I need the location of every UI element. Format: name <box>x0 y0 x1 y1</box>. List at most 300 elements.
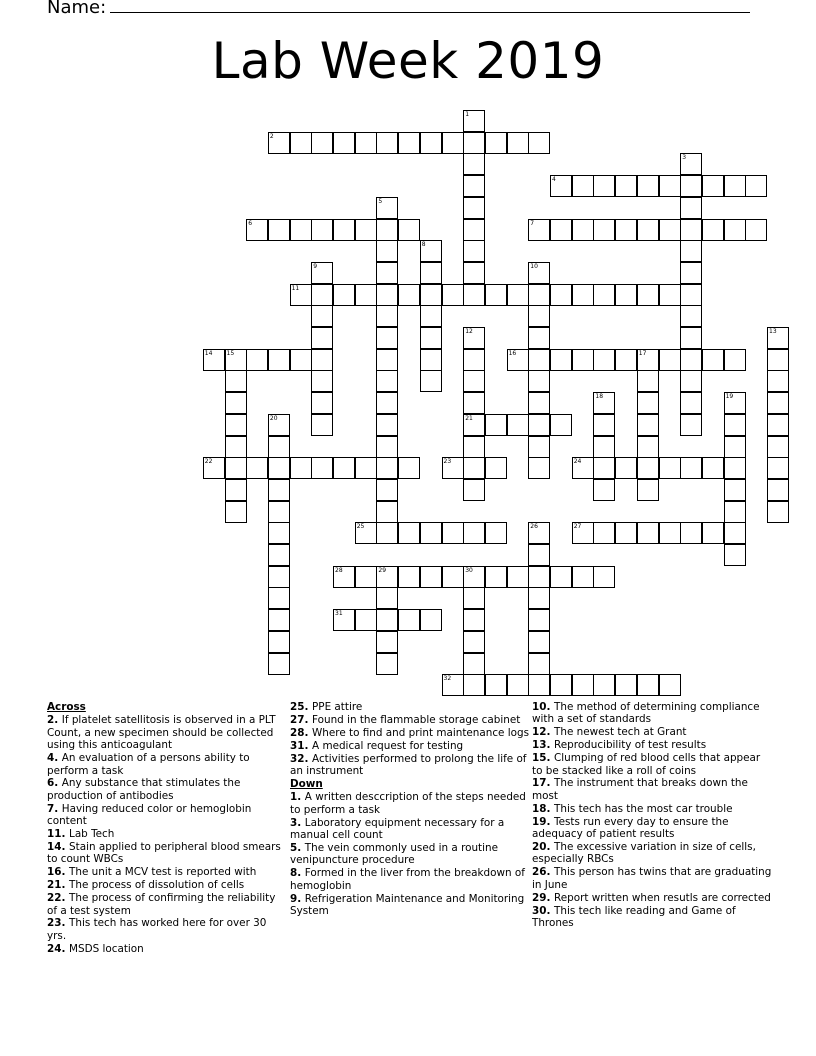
crossword-cell[interactable] <box>246 219 268 241</box>
crossword-cell[interactable] <box>572 457 594 479</box>
crossword-cell[interactable] <box>593 522 615 544</box>
crossword-cell[interactable] <box>528 262 550 284</box>
crossword-cell[interactable] <box>593 436 615 458</box>
crossword-cell[interactable] <box>637 436 659 458</box>
crossword-cell[interactable] <box>463 132 485 154</box>
crossword-cell[interactable] <box>659 349 681 371</box>
crossword-cell[interactable] <box>724 436 746 458</box>
crossword-cell[interactable] <box>572 522 594 544</box>
crossword-cell[interactable] <box>637 522 659 544</box>
crossword-cell[interactable] <box>268 653 290 675</box>
crossword-cell[interactable] <box>572 219 594 241</box>
crossword-cell[interactable] <box>767 457 789 479</box>
crossword-cell[interactable] <box>268 609 290 631</box>
crossword-cell[interactable] <box>463 349 485 371</box>
crossword-cell[interactable] <box>420 240 442 262</box>
crossword-cell[interactable] <box>680 153 702 175</box>
crossword-cell[interactable] <box>442 132 464 154</box>
crossword-cell[interactable] <box>463 327 485 349</box>
crossword-cell[interactable] <box>680 414 702 436</box>
crossword-cell[interactable] <box>724 522 746 544</box>
crossword-cell[interactable] <box>637 392 659 414</box>
clue-item <box>47 892 287 917</box>
crossword-cell[interactable] <box>463 674 485 696</box>
crossword-cell[interactable] <box>463 153 485 175</box>
clue-number: 3 <box>682 154 687 162</box>
clue-column-3 <box>532 701 772 930</box>
crossword-cell[interactable] <box>333 284 355 306</box>
crossword-cell[interactable] <box>593 349 615 371</box>
clue-item <box>47 752 287 777</box>
crossword-cell[interactable] <box>333 132 355 154</box>
crossword-cell[interactable] <box>442 674 464 696</box>
crossword-cell[interactable] <box>593 175 615 197</box>
crossword-cell[interactable] <box>528 522 550 544</box>
crossword-cell[interactable] <box>680 327 702 349</box>
clue-number-label: 16. <box>47 866 70 879</box>
crossword-cell[interactable] <box>528 219 550 241</box>
crossword-cell[interactable] <box>593 674 615 696</box>
crossword-cell[interactable] <box>485 674 507 696</box>
clue-text: The newest tech at Grant <box>554 726 687 739</box>
crossword-cell[interactable] <box>376 501 398 523</box>
crossword-cell[interactable] <box>507 674 529 696</box>
crossword-cell[interactable] <box>333 219 355 241</box>
crossword-cell[interactable] <box>376 522 398 544</box>
crossword-cell[interactable] <box>355 457 377 479</box>
crossword-cell[interactable] <box>355 609 377 631</box>
clue-number: 4 <box>552 176 556 184</box>
crossword-cell[interactable] <box>398 132 420 154</box>
crossword-cell[interactable] <box>615 219 637 241</box>
crossword-cell[interactable] <box>333 609 355 631</box>
clue-text: Lab Tech <box>69 828 115 841</box>
crossword-cell[interactable] <box>376 479 398 501</box>
clue-number-label: 30. <box>532 904 555 917</box>
crossword-cell[interactable] <box>550 674 572 696</box>
clue-text: The process of dissolution of cells <box>69 879 245 892</box>
crossword-cell[interactable] <box>268 349 290 371</box>
crossword-cell[interactable] <box>593 566 615 588</box>
crossword-cell[interactable] <box>268 501 290 523</box>
crossword-cell[interactable] <box>507 284 529 306</box>
crossword-cell[interactable] <box>507 566 529 588</box>
crossword-cell[interactable] <box>637 219 659 241</box>
crossword-cell[interactable] <box>659 674 681 696</box>
crossword-cell[interactable] <box>637 479 659 501</box>
crossword-cell[interactable] <box>311 457 333 479</box>
crossword-cell[interactable] <box>680 305 702 327</box>
clue-text: The method of determining compliance with a set of standards <box>532 701 760 726</box>
crossword-cell[interactable] <box>485 132 507 154</box>
crossword-cell[interactable] <box>463 175 485 197</box>
crossword-cell[interactable] <box>290 132 312 154</box>
crossword-cell[interactable] <box>225 349 247 371</box>
clue-number-label: 10. <box>532 701 555 713</box>
crossword-cell[interactable] <box>463 414 485 436</box>
crossword-cell[interactable] <box>767 370 789 392</box>
crossword-cell[interactable] <box>615 674 637 696</box>
crossword-cell[interactable] <box>637 370 659 392</box>
crossword-cell[interactable] <box>680 219 702 241</box>
crossword-cell[interactable] <box>637 674 659 696</box>
crossword-cell[interactable] <box>550 175 572 197</box>
crossword-cell[interactable] <box>311 414 333 436</box>
crossword-cell[interactable] <box>376 349 398 371</box>
crossword-cell[interactable] <box>376 631 398 653</box>
crossword-cell[interactable] <box>225 479 247 501</box>
crossword-cell[interactable] <box>572 175 594 197</box>
clue-number: 31 <box>335 610 343 618</box>
crossword-cell[interactable] <box>767 392 789 414</box>
crossword-cell[interactable] <box>550 349 572 371</box>
crossword-cell[interactable] <box>420 370 442 392</box>
crossword-cell[interactable] <box>355 219 377 241</box>
crossword-cell[interactable] <box>420 284 442 306</box>
crossword-cell[interactable] <box>767 436 789 458</box>
crossword-cell[interactable] <box>268 414 290 436</box>
crossword-cell[interactable] <box>702 349 724 371</box>
crossword-cell[interactable] <box>376 327 398 349</box>
crossword-cell[interactable] <box>550 566 572 588</box>
clue-item <box>290 701 530 713</box>
crossword-cell[interactable] <box>311 370 333 392</box>
crossword-cell[interactable] <box>615 522 637 544</box>
crossword-cell[interactable] <box>463 631 485 653</box>
crossword-cell[interactable] <box>268 219 290 241</box>
crossword-cell[interactable] <box>442 284 464 306</box>
crossword-cell[interactable] <box>398 457 420 479</box>
crossword-cell[interactable] <box>615 457 637 479</box>
crossword-cell[interactable] <box>268 566 290 588</box>
crossword-cell[interactable] <box>463 479 485 501</box>
crossword-cell[interactable] <box>637 414 659 436</box>
crossword-cell[interactable] <box>463 370 485 392</box>
crossword-cell[interactable] <box>268 587 290 609</box>
crossword-cell[interactable] <box>659 219 681 241</box>
crossword-cell[interactable] <box>659 457 681 479</box>
crossword-cell[interactable] <box>463 392 485 414</box>
crossword-cell[interactable] <box>311 284 333 306</box>
crossword-cell[interactable] <box>311 349 333 371</box>
clue-item <box>47 943 287 955</box>
crossword-cell[interactable] <box>290 219 312 241</box>
crossword-cell[interactable] <box>485 457 507 479</box>
crossword-cell[interactable] <box>376 566 398 588</box>
crossword-cell[interactable] <box>442 566 464 588</box>
crossword-cell[interactable] <box>680 392 702 414</box>
crossword-cell[interactable] <box>528 349 550 371</box>
crossword-cell[interactable] <box>680 457 702 479</box>
crossword-cell[interactable] <box>268 522 290 544</box>
crossword-cell[interactable] <box>398 566 420 588</box>
crossword-cell[interactable] <box>528 674 550 696</box>
crossword-cell[interactable] <box>485 566 507 588</box>
crossword-cell[interactable] <box>572 674 594 696</box>
crossword-cell[interactable] <box>659 522 681 544</box>
crossword-cell[interactable] <box>355 522 377 544</box>
clue-text: Stain applied to peripheral blood smears to count WBCs <box>47 840 281 866</box>
crossword-cell[interactable] <box>420 305 442 327</box>
crossword-cell[interactable] <box>376 219 398 241</box>
crossword-cell[interactable] <box>572 284 594 306</box>
crossword-cell[interactable] <box>528 132 550 154</box>
crossword-cell[interactable] <box>528 370 550 392</box>
crossword-cell[interactable] <box>724 457 746 479</box>
clue-number: 30 <box>465 566 473 574</box>
crossword-cell[interactable] <box>659 284 681 306</box>
crossword-cell[interactable] <box>203 457 225 479</box>
crossword-cell[interactable] <box>268 631 290 653</box>
crossword-cell[interactable] <box>528 609 550 631</box>
crossword-cell[interactable] <box>225 392 247 414</box>
crossword-cell[interactable] <box>463 457 485 479</box>
crossword-cell[interactable] <box>593 414 615 436</box>
crossword-cell[interactable] <box>463 262 485 284</box>
crossword-cell[interactable] <box>268 479 290 501</box>
crossword-cell[interactable] <box>290 284 312 306</box>
crossword-cell[interactable] <box>767 479 789 501</box>
clue-item <box>532 816 772 841</box>
clue-item <box>290 714 530 726</box>
crossword-cell[interactable] <box>528 457 550 479</box>
crossword-cell[interactable] <box>528 631 550 653</box>
crossword-cell[interactable] <box>507 349 529 371</box>
name-label: Name: <box>47 0 107 18</box>
crossword-cell[interactable] <box>463 522 485 544</box>
crossword-cell[interactable] <box>463 609 485 631</box>
crossword-cell[interactable] <box>702 219 724 241</box>
crossword-cell[interactable] <box>268 544 290 566</box>
clue-number: 19 <box>725 393 734 401</box>
crossword-cell[interactable] <box>333 566 355 588</box>
crossword-cell[interactable] <box>420 609 442 631</box>
crossword-cell[interactable] <box>355 284 377 306</box>
clue-item <box>290 867 530 892</box>
crossword-cell[interactable] <box>528 544 550 566</box>
crossword-cell[interactable] <box>528 414 550 436</box>
crossword-cell[interactable] <box>463 587 485 609</box>
crossword-cell[interactable] <box>355 132 377 154</box>
crossword-cell[interactable] <box>225 370 247 392</box>
crossword-cell[interactable] <box>311 262 333 284</box>
crossword-cell[interactable] <box>420 132 442 154</box>
clue-text: Any substance that stimulates the production of antibodies <box>47 777 241 802</box>
crossword-cell[interactable] <box>724 392 746 414</box>
crossword-cell[interactable] <box>680 240 702 262</box>
crossword-cell[interactable] <box>528 305 550 327</box>
crossword-cell[interactable] <box>398 284 420 306</box>
crossword-cell[interactable] <box>376 414 398 436</box>
crossword-cell[interactable] <box>376 587 398 609</box>
clue-item <box>532 905 772 930</box>
crossword-cell[interactable] <box>745 219 767 241</box>
crossword-cell[interactable] <box>593 457 615 479</box>
crossword-cell[interactable] <box>593 284 615 306</box>
crossword-cell[interactable] <box>724 175 746 197</box>
crossword-cell[interactable] <box>376 240 398 262</box>
clue-column-1 <box>47 701 287 956</box>
crossword-cell[interactable] <box>680 262 702 284</box>
crossword-cell[interactable] <box>311 392 333 414</box>
clue-item <box>532 866 772 891</box>
clue-item <box>532 803 772 815</box>
crossword-cell[interactable] <box>442 457 464 479</box>
crossword-cell[interactable] <box>420 262 442 284</box>
crossword-cell[interactable] <box>528 392 550 414</box>
crossword-cell[interactable] <box>615 175 637 197</box>
crossword-cell[interactable] <box>376 653 398 675</box>
crossword-cell[interactable] <box>311 132 333 154</box>
clue-item <box>532 752 772 777</box>
clue-number-label: 12. <box>532 726 555 739</box>
crossword-cell[interactable] <box>398 219 420 241</box>
clue-number-label: 29. <box>532 891 555 904</box>
crossword-cell[interactable] <box>680 349 702 371</box>
crossword-cell[interactable] <box>225 501 247 523</box>
crossword-cell[interactable] <box>463 566 485 588</box>
crossword-cell[interactable] <box>376 436 398 458</box>
crossword-cell[interactable] <box>724 219 746 241</box>
crossword-cell[interactable] <box>376 457 398 479</box>
crossword-cell[interactable] <box>420 566 442 588</box>
crossword-cell[interactable] <box>398 609 420 631</box>
crossword-cell[interactable] <box>572 566 594 588</box>
crossword-cell[interactable] <box>485 522 507 544</box>
crossword-cell[interactable] <box>680 370 702 392</box>
crossword-cell[interactable] <box>593 219 615 241</box>
crossword-cell[interactable] <box>637 175 659 197</box>
crossword-cell[interactable] <box>528 566 550 588</box>
crossword-cell[interactable] <box>528 284 550 306</box>
crossword-cell[interactable] <box>702 522 724 544</box>
crossword-cell[interactable] <box>376 609 398 631</box>
crossword-cell[interactable] <box>463 436 485 458</box>
clue-text: This tech like reading and Game of Thrones <box>532 904 736 929</box>
clue-item <box>47 803 287 828</box>
crossword-cell[interactable] <box>311 327 333 349</box>
crossword-cell[interactable] <box>463 653 485 675</box>
crossword-cell[interactable] <box>376 262 398 284</box>
clue-number: 11 <box>291 284 300 292</box>
crossword-cell[interactable] <box>593 479 615 501</box>
crossword-cell[interactable] <box>311 305 333 327</box>
crossword-cell[interactable] <box>528 327 550 349</box>
crossword-cell[interactable] <box>376 284 398 306</box>
crossword-cell[interactable] <box>225 457 247 479</box>
crossword-cell[interactable] <box>637 284 659 306</box>
crossword-cell[interactable] <box>485 414 507 436</box>
clue-number: 28 <box>335 566 343 574</box>
crossword-cell[interactable] <box>463 219 485 241</box>
crossword-cell[interactable] <box>637 457 659 479</box>
crossword-cell[interactable] <box>463 240 485 262</box>
clue-text: Having reduced color or hemoglobin content <box>47 802 252 828</box>
crossword-cell[interactable] <box>724 544 746 566</box>
crossword-cell[interactable] <box>355 566 377 588</box>
crossword-cell[interactable] <box>550 219 572 241</box>
crossword-cell[interactable] <box>507 132 529 154</box>
crossword-cell[interactable] <box>290 457 312 479</box>
clue-number: 15 <box>226 349 235 357</box>
clue-text: A written desccription of the steps needed to perform a task <box>290 791 526 816</box>
crossword-cell[interactable] <box>702 457 724 479</box>
crossword-cell[interactable] <box>745 175 767 197</box>
crossword-cell[interactable] <box>702 175 724 197</box>
crossword-cell[interactable] <box>572 349 594 371</box>
crossword-cell[interactable] <box>463 110 485 132</box>
crossword-cell[interactable] <box>659 175 681 197</box>
crossword-cell[interactable] <box>528 653 550 675</box>
crossword-cell[interactable] <box>615 284 637 306</box>
crossword-cell[interactable] <box>376 132 398 154</box>
crossword-cell[interactable] <box>463 197 485 219</box>
crossword-cell[interactable] <box>528 587 550 609</box>
crossword-cell[interactable] <box>680 175 702 197</box>
crossword-cell[interactable] <box>333 457 355 479</box>
crossword-cell[interactable] <box>485 284 507 306</box>
crossword-cell[interactable] <box>767 414 789 436</box>
crossword-cell[interactable] <box>615 349 637 371</box>
crossword-cell[interactable] <box>442 522 464 544</box>
crossword-cell[interactable] <box>767 349 789 371</box>
crossword-cell[interactable] <box>680 522 702 544</box>
crossword-cell[interactable] <box>550 284 572 306</box>
clue-number-label: 11. <box>47 828 70 841</box>
crossword-cell[interactable] <box>225 436 247 458</box>
crossword-cell[interactable] <box>767 327 789 349</box>
crossword-cell[interactable] <box>550 414 572 436</box>
crossword-cell[interactable] <box>528 436 550 458</box>
crossword-cell[interactable] <box>376 392 398 414</box>
crossword-cell[interactable] <box>311 219 333 241</box>
crossword-cell[interactable] <box>268 436 290 458</box>
crossword-cell[interactable] <box>724 501 746 523</box>
crossword-cell[interactable] <box>593 392 615 414</box>
crossword-cell[interactable] <box>376 370 398 392</box>
crossword-cell[interactable] <box>203 349 225 371</box>
crossword-cell[interactable] <box>724 349 746 371</box>
crossword-cell[interactable] <box>290 349 312 371</box>
crossword-cell[interactable] <box>420 327 442 349</box>
crossword-cell[interactable] <box>398 522 420 544</box>
crossword-cell[interactable] <box>246 349 268 371</box>
crossword-cell[interactable] <box>268 132 290 154</box>
crossword-cell[interactable] <box>637 349 659 371</box>
crossword-cell[interactable] <box>680 197 702 219</box>
clue-item <box>47 866 287 878</box>
crossword-cell[interactable] <box>767 501 789 523</box>
crossword-cell[interactable] <box>225 414 247 436</box>
crossword-cell[interactable] <box>420 349 442 371</box>
clue-number: 27 <box>573 523 582 531</box>
crossword-cell[interactable] <box>507 414 529 436</box>
crossword-cell[interactable] <box>376 197 398 219</box>
crossword-cell[interactable] <box>246 457 268 479</box>
crossword-cell[interactable] <box>724 414 746 436</box>
crossword-cell[interactable] <box>268 457 290 479</box>
crossword-cell[interactable] <box>420 522 442 544</box>
crossword-cell[interactable] <box>680 284 702 306</box>
crossword-cell[interactable] <box>724 479 746 501</box>
clue-column-2 <box>290 701 530 918</box>
clue-number-label: 31. <box>290 739 313 752</box>
clue-text: This tech has the most car trouble <box>554 802 733 815</box>
clue-number: 18 <box>595 393 604 401</box>
crossword-cell[interactable] <box>376 305 398 327</box>
crossword-cell[interactable] <box>463 284 485 306</box>
clue-number: 8 <box>421 241 426 249</box>
